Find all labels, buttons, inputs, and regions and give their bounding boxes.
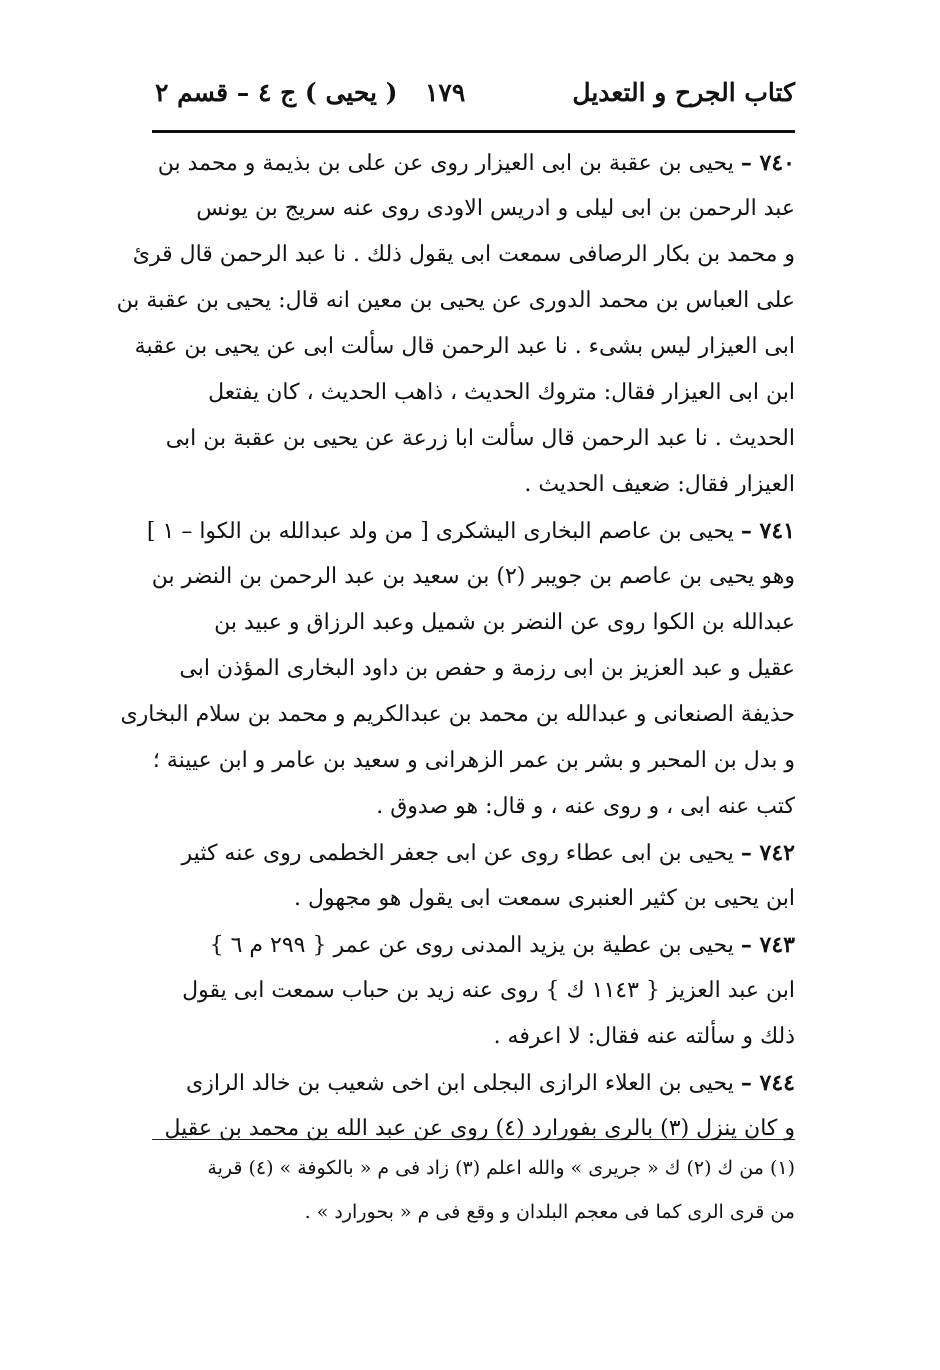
entry-line: عبد الرحمن بن ابى ليلى و ادريس الاودى روى عنه سريج بن يونس <box>196 196 795 221</box>
entry-line: و كان ينزل (٣) بالرى بفورارد (٤) روى عن عبد الله بن محمد بن عقيل <box>164 1116 795 1141</box>
entry-line <box>155 922 795 968</box>
entry-line: و بدل بن المحبر و بشر بن عمر الزهرانى و سعيد بن عامر و ابن عيينة ؛ <box>152 748 795 773</box>
entry-line: ابن يحيى بن كثير العنبرى سمعت ابى يقول هو مجهول . <box>293 886 795 911</box>
entry-line <box>155 140 795 186</box>
footnote-line: من قرى الرى كما فى معجم البلدان و وقع فى م « بحورارد » . <box>304 1201 795 1223</box>
footnote-rule <box>152 1139 795 1140</box>
page-number: ١٧٩ <box>425 78 466 107</box>
entry-text: يحيى بن العلاء الرازى البجلى ابن اخى شعيب بن خالد الرازى <box>186 1071 734 1096</box>
entry-line <box>155 830 795 876</box>
entry-line: ذلك و سألته عنه فقال: لا اعرفه . <box>493 1024 795 1049</box>
entry-line: ابن ابى العيزار فقال: متروك الحديث ، ذاهب الحديث ، كان يفتعل <box>208 380 795 405</box>
entry-number: ٧٤١ – <box>740 518 795 544</box>
running-header <box>155 70 795 126</box>
entry-number: ٧٤٣ – <box>740 932 795 958</box>
entry-line: عقيل و عبد العزيز بن ابى رزمة و حفص بن داود البخارى المؤذن ابى <box>179 656 795 681</box>
entry-text: يحيى بن عاصم البخارى اليشكرى [ من ولد عبدالله بن الكوا – ١ ] <box>146 519 734 544</box>
entry-line: كتب عنه ابى ، و روى عنه ، و قال: هو صدوق . <box>376 794 795 819</box>
entry-line: وهو يحيى بن عاصم بن جويبر (٢) بن سعيد بن عبد الرحمن بن النضر بن <box>151 564 795 589</box>
entry-line: ابى العيزار ليس بشىء . نا عبد الرحمن قال سألت ابى عن يحيى بن عقبة <box>134 334 795 359</box>
entry-text: يحيى بن عطية بن يزيد المدنى روى عن عمر { ٢٩٩ م ٦ } <box>209 933 734 958</box>
entry-number: ٧٤٤ – <box>740 1070 795 1096</box>
entry-line: العيزار فقال: ضعيف الحديث . <box>524 472 795 497</box>
footnotes <box>155 1146 795 1234</box>
page-body <box>116 140 795 1152</box>
entry-text: يحيى بن ابى عطاء روى عن ابى جعفر الخطمى روى عنه كثير <box>181 841 734 866</box>
entry-line <box>146 508 795 554</box>
volume-part: ( يحيى ) ج ٤ – قسم ٢ <box>155 78 398 107</box>
entry-number: ٧٤٢ – <box>740 840 795 866</box>
entry-line: و محمد بن بكار الرصافى سمعت ابى يقول ذلك . نا عبد الرحمن قال قرئ <box>132 242 795 267</box>
footnote-line: (١) من ك (٢) ك « جريرى » والله اعلم (٣) زاد فى م « بالكوفة » (٤) قرية <box>207 1157 795 1179</box>
entry-line: على العباس بن محمد الدورى عن يحيى بن معين انه قال: يحيى بن عقبة بن <box>116 288 795 313</box>
header-rule <box>152 130 795 133</box>
entry-line: حذيفة الصنعانى و عبدالله بن محمد بن عبدالكريم و محمد بن سلام البخارى <box>120 702 795 727</box>
entry-number: ٧٤٠ – <box>740 150 795 176</box>
entry-line: ابن عبد العزيز { ١١٤٣ ك } روى عنه زيد بن حباب سمعت ابى يقول <box>182 978 795 1003</box>
entry-line: عبدالله بن الكوا روى عن النضر بن شميل وعبد الرزاق و عبيد بن <box>214 610 795 635</box>
book-title: كتاب الجرح و التعديل <box>572 78 795 107</box>
entry-line <box>155 1060 795 1106</box>
entry-text: يحيى بن عقبة بن ابى العيزار روى عن على بن بذيمة و محمد بن <box>157 151 734 176</box>
entry-line: الحديث . نا عبد الرحمن قال سألت ابا زرعة عن يحيى بن عقبة بن ابى <box>165 426 795 451</box>
